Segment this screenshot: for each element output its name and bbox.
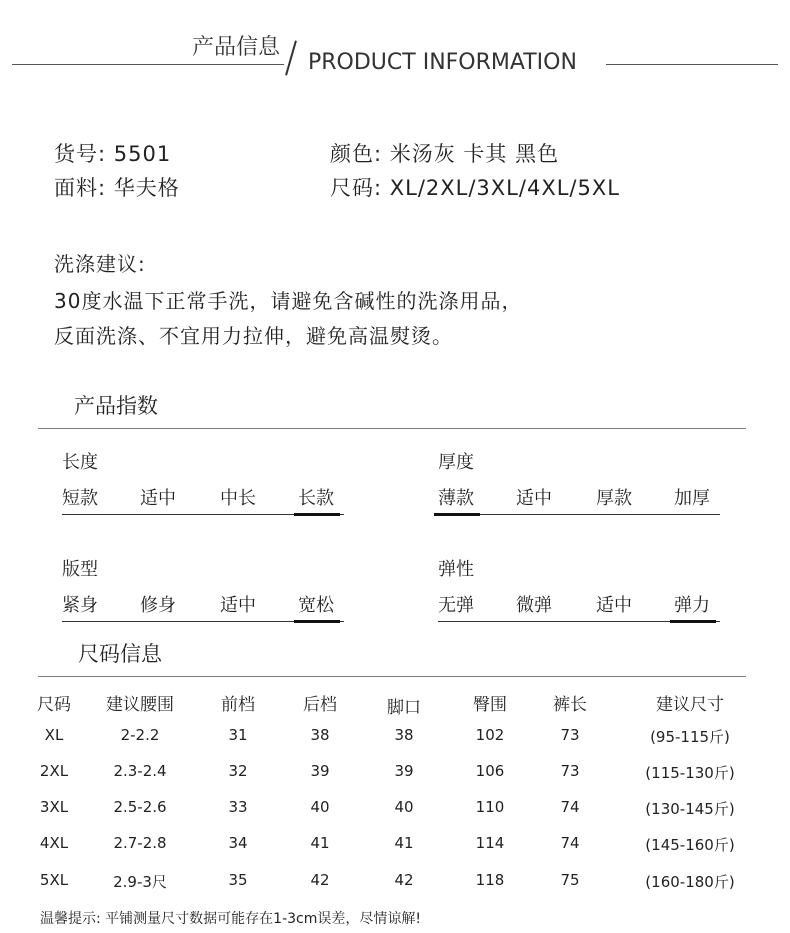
header-title-en: PRODUCT INFORMATION (308, 50, 577, 75)
size-table-cell: XL (44, 726, 64, 744)
index-rule (38, 428, 746, 429)
index-label: 长度 (62, 452, 98, 473)
size-table-cell: 74 (560, 834, 580, 852)
size-table-rule (38, 676, 746, 677)
size-table-title: 尺码信息 (78, 642, 162, 666)
index-selected-marker (434, 513, 480, 516)
size-table-cell: (130-145斤) (645, 800, 735, 818)
index-option: 无弹 (438, 595, 474, 616)
size-table-cell: 40 (394, 798, 414, 816)
index-title: 产品指数 (74, 394, 158, 418)
index-selected-marker (670, 620, 716, 623)
size-table-header: 前档 (221, 695, 255, 715)
item-number: 货号: 5501 (54, 142, 172, 166)
size-table-header: 臀围 (473, 695, 507, 715)
size-table-cell: 110 (475, 798, 505, 816)
material: 面料: 华夫格 (54, 176, 180, 200)
index-option: 适中 (140, 488, 176, 509)
size-table-cell: 75 (560, 871, 580, 889)
index-option: 宽松 (298, 595, 334, 616)
sizes: 尺码: XL/2XL/3XL/4XL/5XL (330, 176, 620, 200)
size-table-header: 后档 (303, 695, 337, 715)
index-label: 弹性 (438, 559, 474, 580)
colors: 颜色: 米汤灰 卡其 黑色 (330, 142, 560, 166)
size-table-cell: 118 (475, 871, 505, 889)
header-slash (285, 40, 297, 75)
size-table-cell: 33 (228, 798, 248, 816)
size-table-cell: 38 (394, 726, 414, 744)
size-table-cell: 2.7-2.8 (113, 834, 167, 852)
index-option: 微弹 (516, 595, 552, 616)
size-table-cell: 42 (310, 871, 330, 889)
size-table-cell: 3XL (39, 798, 69, 816)
size-table-cell: 106 (475, 762, 505, 780)
index-option: 加厚 (674, 488, 710, 509)
size-table-cell: 73 (560, 726, 580, 744)
size-table-cell: 39 (310, 762, 330, 780)
index-option: 短款 (62, 488, 98, 509)
index-option: 适中 (516, 488, 552, 509)
index-scale-line (438, 514, 720, 515)
size-table-cell: 41 (310, 834, 330, 852)
size-table-cell: 2.9-3尺 (113, 873, 167, 891)
header-rule-right (606, 64, 778, 65)
index-option: 弹力 (674, 595, 710, 616)
size-table-cell: 114 (475, 834, 505, 852)
size-table-cell: 39 (394, 762, 414, 780)
size-table-cell: 31 (228, 726, 248, 744)
size-table-header: 建议尺寸 (656, 695, 724, 715)
index-option: 薄款 (438, 488, 474, 509)
size-table-cell: (145-160斤) (645, 836, 735, 854)
size-table-cell: 40 (310, 798, 330, 816)
size-table-cell: 2-2.2 (120, 726, 160, 744)
wash-line-2: 反面洗涤、不宜用力拉伸，避免高温熨烫。 (54, 324, 453, 348)
index-selected-marker (294, 513, 340, 516)
size-table-cell: 74 (560, 798, 580, 816)
size-table-cell: 41 (394, 834, 414, 852)
measurement-note: 温馨提示: 平铺测量尺寸数据可能存在1-3cm误差，尽情谅解! (40, 911, 421, 927)
size-table-cell: 2.3-2.4 (113, 762, 167, 780)
size-table-cell: 4XL (39, 834, 69, 852)
index-label: 厚度 (438, 452, 474, 473)
size-table-header: 尺码 (37, 695, 71, 715)
index-label: 版型 (62, 559, 98, 580)
size-table-cell: (115-130斤) (645, 764, 735, 782)
index-option: 修身 (140, 595, 176, 616)
size-table-cell: (95-115斤) (650, 728, 730, 746)
index-option: 适中 (220, 595, 256, 616)
header-title-cn: 产品信息 (192, 35, 281, 60)
size-table-header: 脚口 (387, 698, 421, 718)
wash-title: 洗涤建议: (54, 252, 146, 276)
size-table-cell: 38 (310, 726, 330, 744)
size-table-cell: 34 (228, 834, 248, 852)
size-table-cell: 32 (228, 762, 248, 780)
index-option: 紧身 (62, 595, 98, 616)
size-table-cell: 102 (475, 726, 505, 744)
size-table-cell: 5XL (39, 871, 69, 889)
size-table-header: 裤长 (553, 695, 587, 715)
size-table-cell: 2XL (39, 762, 69, 780)
wash-line-1: 30度水温下正常手洗，请避免含碱性的洗涤用品， (54, 289, 523, 313)
size-table-header: 建议腰围 (106, 695, 174, 715)
size-table-cell: (160-180斤) (645, 873, 735, 891)
index-selected-marker (294, 620, 340, 623)
index-option: 厚款 (596, 488, 632, 509)
size-table-cell: 42 (394, 871, 414, 889)
size-table-cell: 2.5-2.6 (113, 798, 167, 816)
index-option: 长款 (298, 488, 334, 509)
index-option: 中长 (220, 488, 256, 509)
size-table-cell: 73 (560, 762, 580, 780)
index-option: 适中 (596, 595, 632, 616)
size-table-cell: 35 (228, 871, 248, 889)
header-rule-left (12, 64, 284, 65)
